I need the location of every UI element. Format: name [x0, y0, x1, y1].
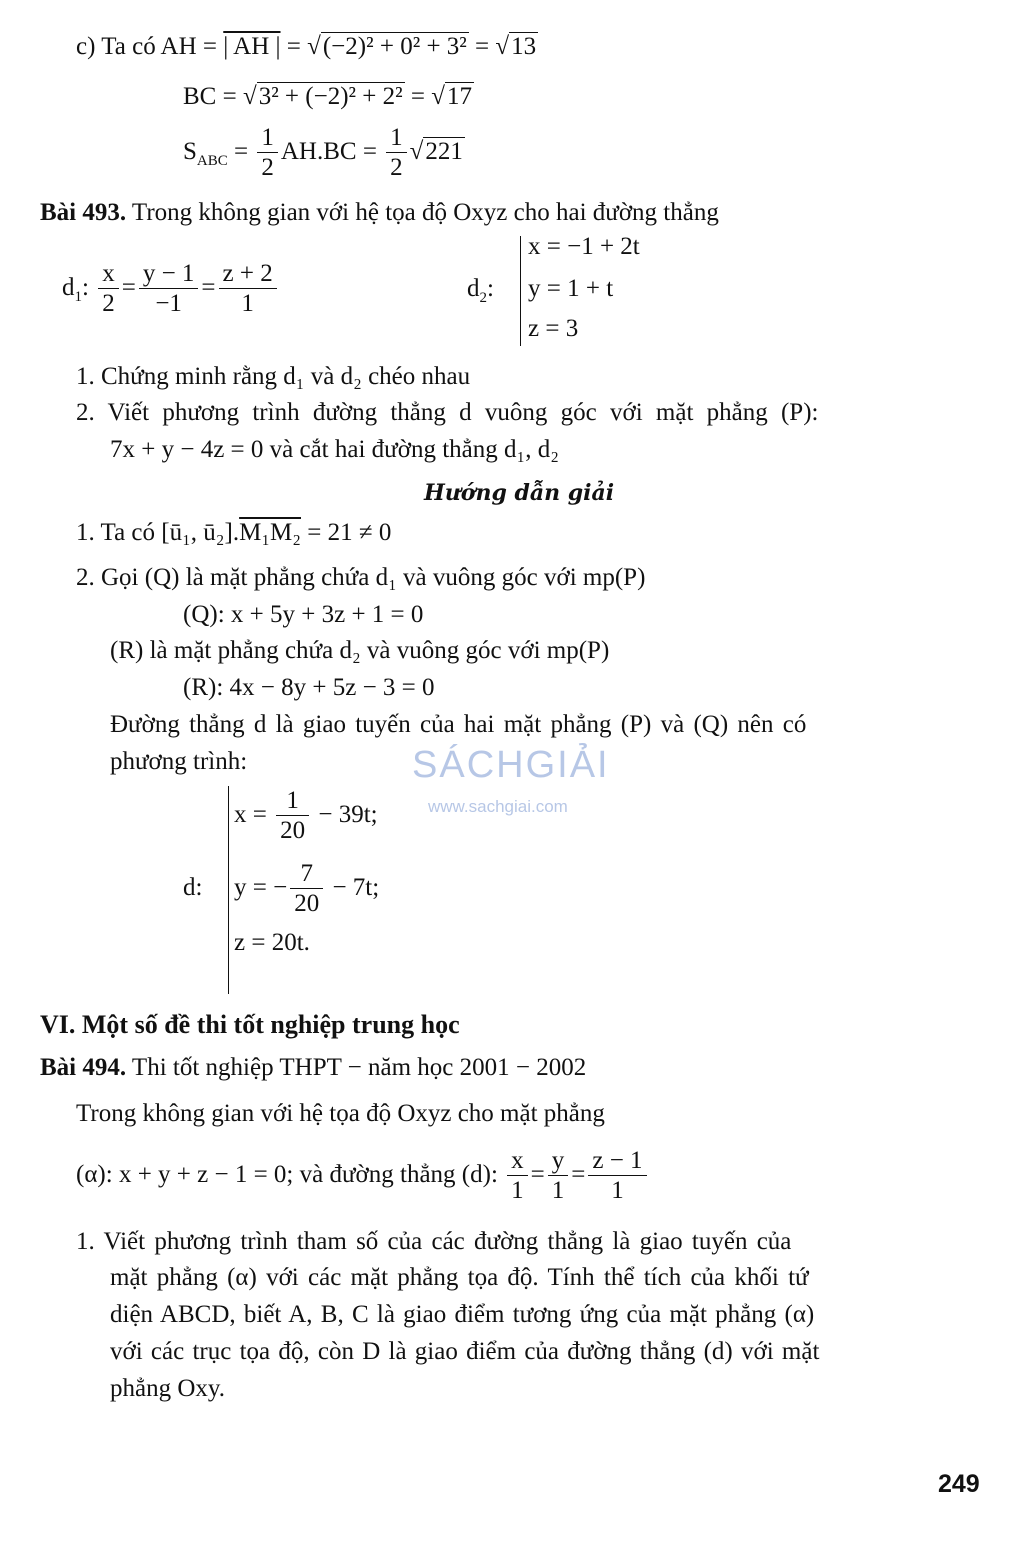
watermark-logo: SÁCHGIẢI: [412, 744, 610, 786]
bai494-part1-line2: mặt phẳng (α) với các mặt phẳng tọa độ. Tính thể tích của khối tứ: [110, 1264, 809, 1291]
d1-equation: $d_1$: $\frac{x}{2}$ = $\frac{y - 1}{-1}$ = $\frac{z + 2}{1}$: [62, 258, 280, 327]
line-d-label: d:: [183, 874, 203, 901]
d2-z: z = 3: [528, 315, 579, 342]
d2-y: y = 1 + t: [528, 275, 614, 302]
d2-brace: [520, 236, 521, 346]
d2-label: $d_2$:: [467, 275, 494, 306]
bai494-line2: (α): x + y + z − 1 = 0; và đường thẳng (d): $\frac{x}{1}$ = $\frac{y}{1}$ = $\frac{z - 1}{1}$: [76, 1145, 650, 1206]
bai494-heading: Bài 494. Thi tốt nghiệp THPT − năm học 2001 − 2002: [40, 1054, 587, 1081]
ah-line: c) Ta có AH = | AH | = √(−2)² + 0² + 3² = √13: [76, 33, 537, 60]
line-d-z: z = 20t.: [234, 929, 310, 956]
bai494-part1-line5: phẳng Oxy.: [110, 1375, 226, 1402]
line-d-x: x = $\frac{1}{20}$ − 39t;: [234, 786, 378, 844]
d2-x: x = −1 + 2t: [528, 233, 640, 260]
answer-2-line6: phương trình:: [110, 748, 248, 775]
plane-r: (R): 4x − 8y + 5z − 3 = 0: [183, 674, 435, 701]
bai494-line1: Trong không gian với hệ tọa độ Oxyz cho mặt phẳng: [76, 1100, 605, 1127]
section-heading: VI. Một số đề thi tốt nghiệp trung học: [40, 1010, 460, 1039]
question-1: 1. Chứng minh rằng d₁ và d₂ chéo nhau: [76, 363, 471, 390]
sqrt-ah: √(−2)² + 0² + 3²: [307, 33, 467, 60]
page-number: 249: [938, 1470, 980, 1498]
line-d-y: y = − $\frac{7}{20}$ − 7t;: [234, 859, 380, 917]
answer-2-line1: 2. Gọi (Q) là mặt phẳng chứa d₁ và vuông góc với mp(P): [76, 564, 646, 591]
answer-2-line3: (R) là mặt phẳng chứa d₂ và vuông góc với mp(P): [110, 637, 610, 664]
watermark-url: www.sachgiai.com: [428, 797, 568, 816]
bai493-heading: Bài 493. Trong không gian với hệ tọa độ Oxyz cho hai đường thẳng: [40, 199, 719, 226]
solution-heading: Hướng dẫn giải: [424, 480, 615, 506]
bai494-part1-line4: với các trục tọa độ, còn D là giao điểm của đường thẳng (d) với mặt: [110, 1338, 820, 1365]
question-2-line2: 7x + y − 4z = 0 và cắt hai đường thẳng d₁, d₂: [110, 436, 559, 463]
bc-line: BC = √3² + (−2)² + 2² = √17: [183, 83, 472, 110]
question-2-line1: 2. Viết phương trình đường thẳng d vuông góc với mặt phẳng (P):: [76, 399, 819, 426]
line-d-brace: [228, 786, 229, 994]
bai494-part1-line1: 1. Viết phương trình tham số của các đường thẳng là giao tuyến của: [76, 1228, 792, 1255]
area-line: $S_{ABC}$ = $\frac{1}{2}$ AH.BC = $\frac{1}{2}$ √221: [183, 123, 463, 181]
bai494-part1-line3: diện ABCD, biết A, B, C là giao điểm tương ứng của mặt phẳng (α): [110, 1301, 815, 1328]
plane-q: (Q): x + 5y + 3z + 1 = 0: [183, 601, 424, 628]
answer-2-line5: Đường thẳng d là giao tuyến của hai mặt phẳng (P) và (Q) nên có: [110, 711, 807, 738]
answer-1: 1. Ta có [ū₁, ū₂].M₁M₂ = 21 ≠ 0: [76, 519, 392, 546]
